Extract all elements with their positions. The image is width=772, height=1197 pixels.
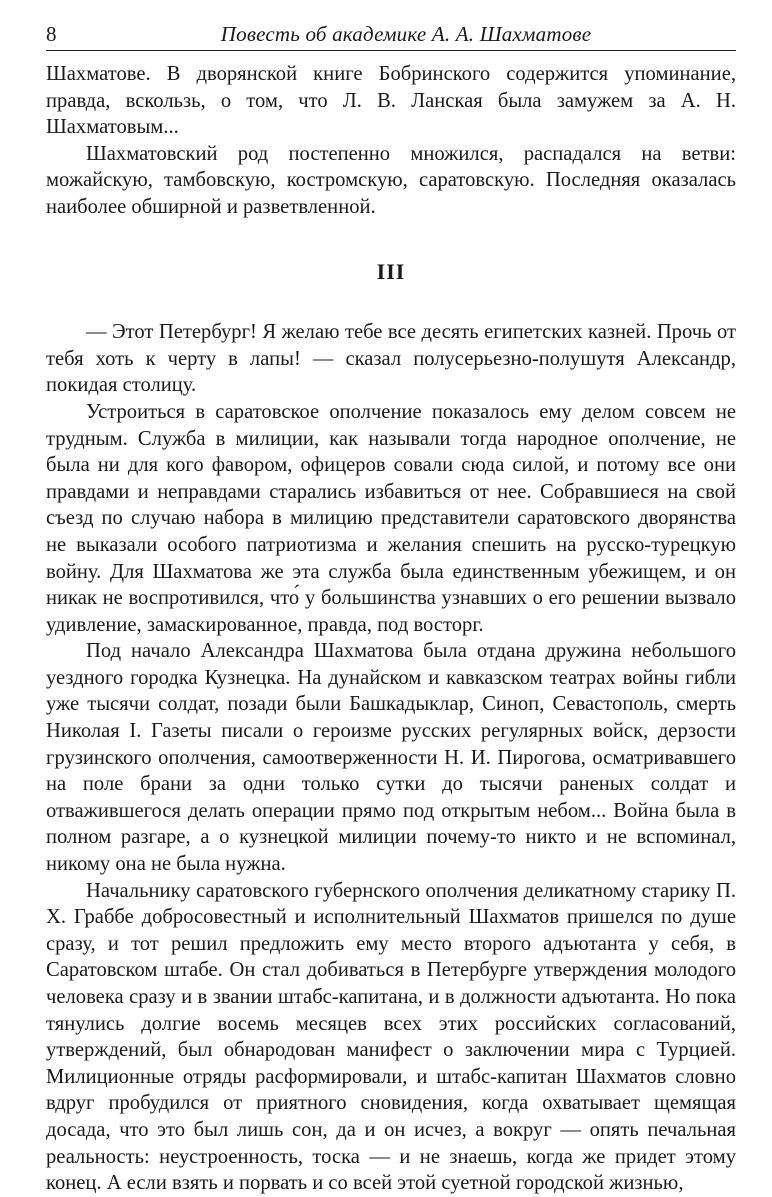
page-body	[46, 61, 736, 1197]
paragraph: Устроиться в саратовское ополчение показалось ему делом совсем не трудным. Служба в милиции, как называли тогда народное ополчение, не была ни для кого фавором, офицеров совали сюда силой, и потому все они правдами и неправдами старались избавиться от нее. Собравшиеся на свой съезд по случаю набора в милицию представители саратовского дворянства не выказали особого патриотизма и желания спешить на русско-турецкую войну. Для Шахматова же эта служба была единственным убежищем, и он никак не воспротивился, что́ у большинства узнавших о его решении вызвало удивление, замаскированное, правда, под восторг.	[46, 400, 736, 636]
paragraph: — Этот Петербург! Я желаю тебе все десять египетских казней. Прочь от тебя хоть к черту в лапы! — сказал полусерьезно-полушутя Александр, покидая столицу.	[46, 321, 736, 397]
section-heading: III	[376, 258, 406, 284]
paragraph: Начальнику саратовского губернского ополчения деликатному старику П. Х. Граббе добросовестный и исполнительный Шахматов пришелся по душе сразу, и тот решил предложить ему место второго адъютанта у себя, в Саратовском штабе. Он стал добиваться в Петербурге утверждения молодого человека сразу и в звании штабс-капитана, и в должности адъютанта. Но пока тянулись долгие восемь месяцев всех этих российских согласований, утверждений, был обнародован манифест о заключении мира с Турцией. Милиционные отряды расформировали, и штабс-капитан Шахматов словно вдруг пробудился от приятного сновидения, когда охватывает щемящая досада, что это был лишь сон, да и он исчез, а вокруг — опять печальная реальность: неустроенность, тоска — и не знаешь, когда же придет этому конец. А если взять и порвать и со всей этой суетной городской жизнью,	[46, 879, 736, 1195]
running-title: Повесть об академике А. А. Шахматове	[220, 22, 592, 46]
book-page	[46, 22, 736, 1197]
page-number: 8	[46, 22, 57, 46]
running-head	[46, 22, 736, 51]
paragraph: Шахматове. В дворянской книге Бобринского содержится упоминание, правда, вскользь, о том, что Л. В. Ланская была замужем за А. Н. Шахматовым...	[46, 63, 736, 139]
paragraph: Шахматовский род постепенно множился, распадался на ветви: можайскую, тамбовскую, костромскую, саратовскую. Последняя оказалась наиболее обширной и разветвленной.	[46, 142, 736, 218]
paragraph: Под начало Александра Шахматова была отдана дружина небольшого уездного городка Кузнецка. На дунайском и кавказском театрах войны гибли уже тысячи солдат, позади были Башкадыклар, Синоп, Севастополь, смерть Николая I. Газеты писали о героизме русских регулярных войск, дерзости грузинского ополчения, самоотверженности Н. И. Пирогова, осматривавшего на поле брани за одни только сутки до тысячи раненых солдат и отважившегося делать операции прямо под открытым небом... Война была в полном разгаре, а о кузнецкой милиции почему-то никто и не вспоминал, никому она не была нужна.	[46, 640, 736, 876]
